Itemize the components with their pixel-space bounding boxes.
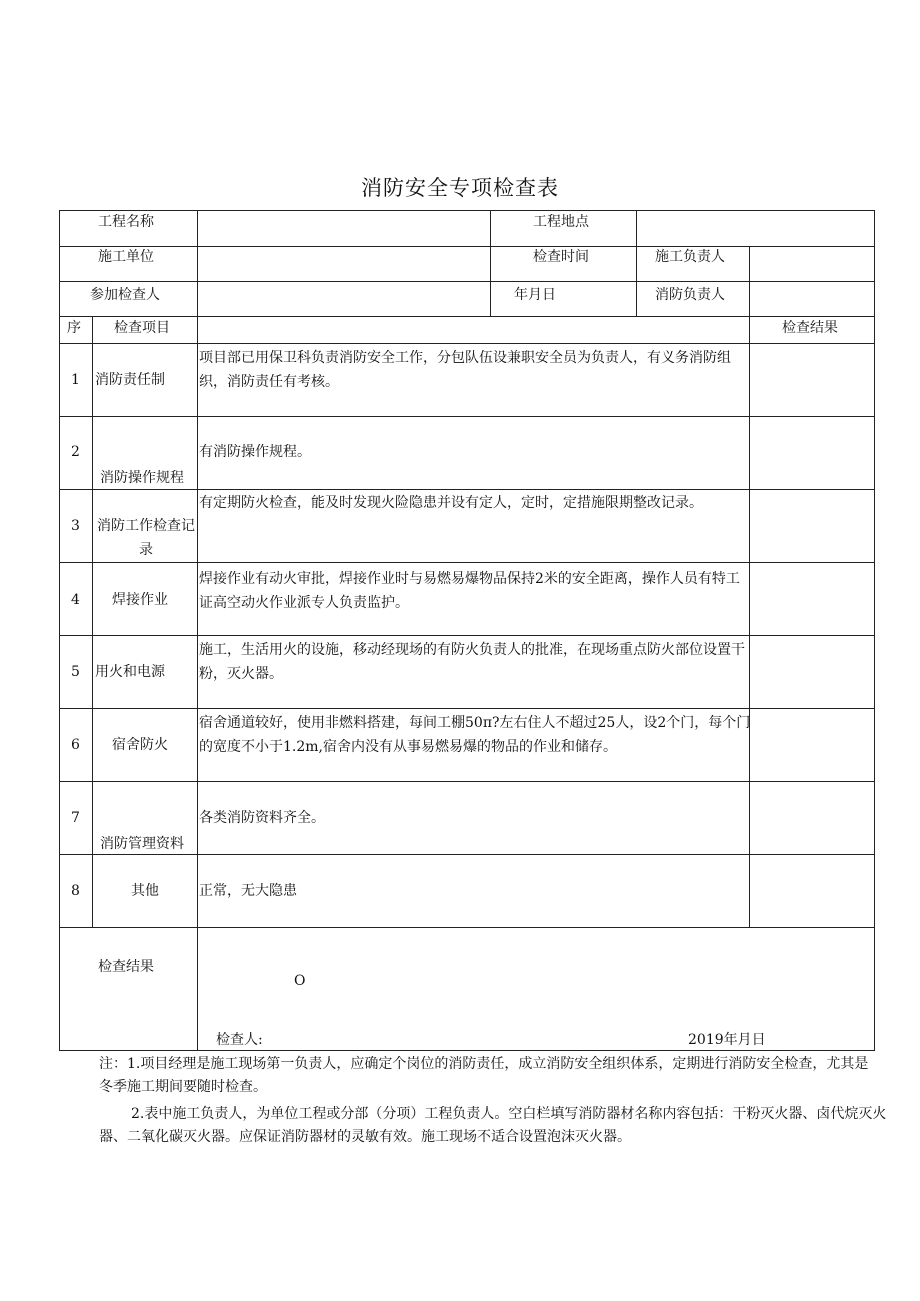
- summary-label: 检查结果: [98, 959, 154, 975]
- inspection-time-label: 检查时间: [533, 249, 589, 265]
- row-2-item: 消防操作规程: [100, 470, 184, 486]
- row-1-item: 消防责任制: [95, 372, 165, 388]
- row-1-content: 项目部已用保卫科负责消防安全工作，分包队伍设兼职安全员为负责人，有义务消防组织，消防责任有考核。: [199, 350, 731, 390]
- summary-mark: O: [294, 973, 306, 989]
- row-8-item: 其他: [131, 883, 159, 899]
- column-seq: 序: [67, 320, 81, 336]
- row-4-content: 焊接作业有动火审批，焊接作业时与易燃易爆物品保持2米的安全距离，操作人员有特工证高空动火作业派专人负责监护。: [199, 571, 740, 611]
- construction-manager-label: 施工负责人: [655, 249, 725, 265]
- row-1-no: 1: [71, 372, 80, 388]
- construction-unit-label: 施工单位: [98, 249, 154, 265]
- project-site-label: 工程地点: [533, 214, 589, 230]
- row-5-item: 用火和电源: [95, 664, 165, 680]
- row-4-item: 焊接作业: [112, 592, 168, 608]
- project-name-label: 工程名称: [98, 214, 154, 230]
- summary-date: 2019年月日: [688, 1032, 766, 1048]
- date-placeholder: 年月日: [514, 287, 556, 303]
- row-7-content: 各类消防资料齐全。: [199, 810, 325, 826]
- fire-manager-label: 消防负责人: [655, 287, 725, 303]
- note-2: 2.表中施工负责人，为单位工程或分部（分项）工程负责人。空白栏填写消防器材名称内容包括：干粉灭火器、卤代烷灭火器、二氧化碳灭火器。应保证消防器材的灵敏有效。施工现场不适合设置泡沫灭火器。: [99, 1106, 887, 1145]
- page-title: 消防安全专项检查表: [361, 176, 559, 200]
- row-3-content: 有定期防火检查，能及时发现火险隐患并设有定人，定时，定措施限期整改记录。: [199, 495, 703, 511]
- participants-label: 参加检查人: [90, 287, 160, 303]
- row-7-item: 消防管理资料: [100, 836, 184, 852]
- row-2-content: 有消防操作规程。: [199, 444, 311, 460]
- row-4-no: 4: [71, 592, 80, 608]
- row-2-no: 2: [71, 444, 80, 460]
- note-1: 注：1.项目经理是施工现场第一负责人，应确定个岗位的消防责任，成立消防安全组织体系，定期进行消防安全检查，尤其是冬季施工期间要随时检查。: [99, 1056, 869, 1095]
- row-5-no: 5: [71, 664, 80, 680]
- inspector-label: 检查人:: [216, 1032, 263, 1048]
- row-3-item: 消防工作检查记录: [97, 518, 195, 558]
- row-5-content: 施工，生活用火的设施，移动经现场的有防火负责人的批准，在现场重点防火部位设置干粉，灭火器。: [199, 642, 745, 682]
- row-6-content: 宿舍通道较好，使用非燃料搭建，每间工棚50π?左右住人不超过25人，设2个门，每个门的宽度不小于1.2m,宿舍内没有从事易燃易爆的物品的作业和储存。: [199, 715, 751, 755]
- row-3-no: 3: [71, 518, 80, 534]
- row-7-no: 7: [71, 810, 80, 826]
- row-8-content: 正常，无大隐患: [199, 883, 297, 899]
- column-item: 检查项目: [114, 320, 170, 336]
- row-6-no: 6: [71, 737, 80, 753]
- column-result: 检查结果: [782, 320, 838, 336]
- row-8-no: 8: [71, 883, 80, 899]
- row-6-item: 宿舍防火: [112, 737, 168, 753]
